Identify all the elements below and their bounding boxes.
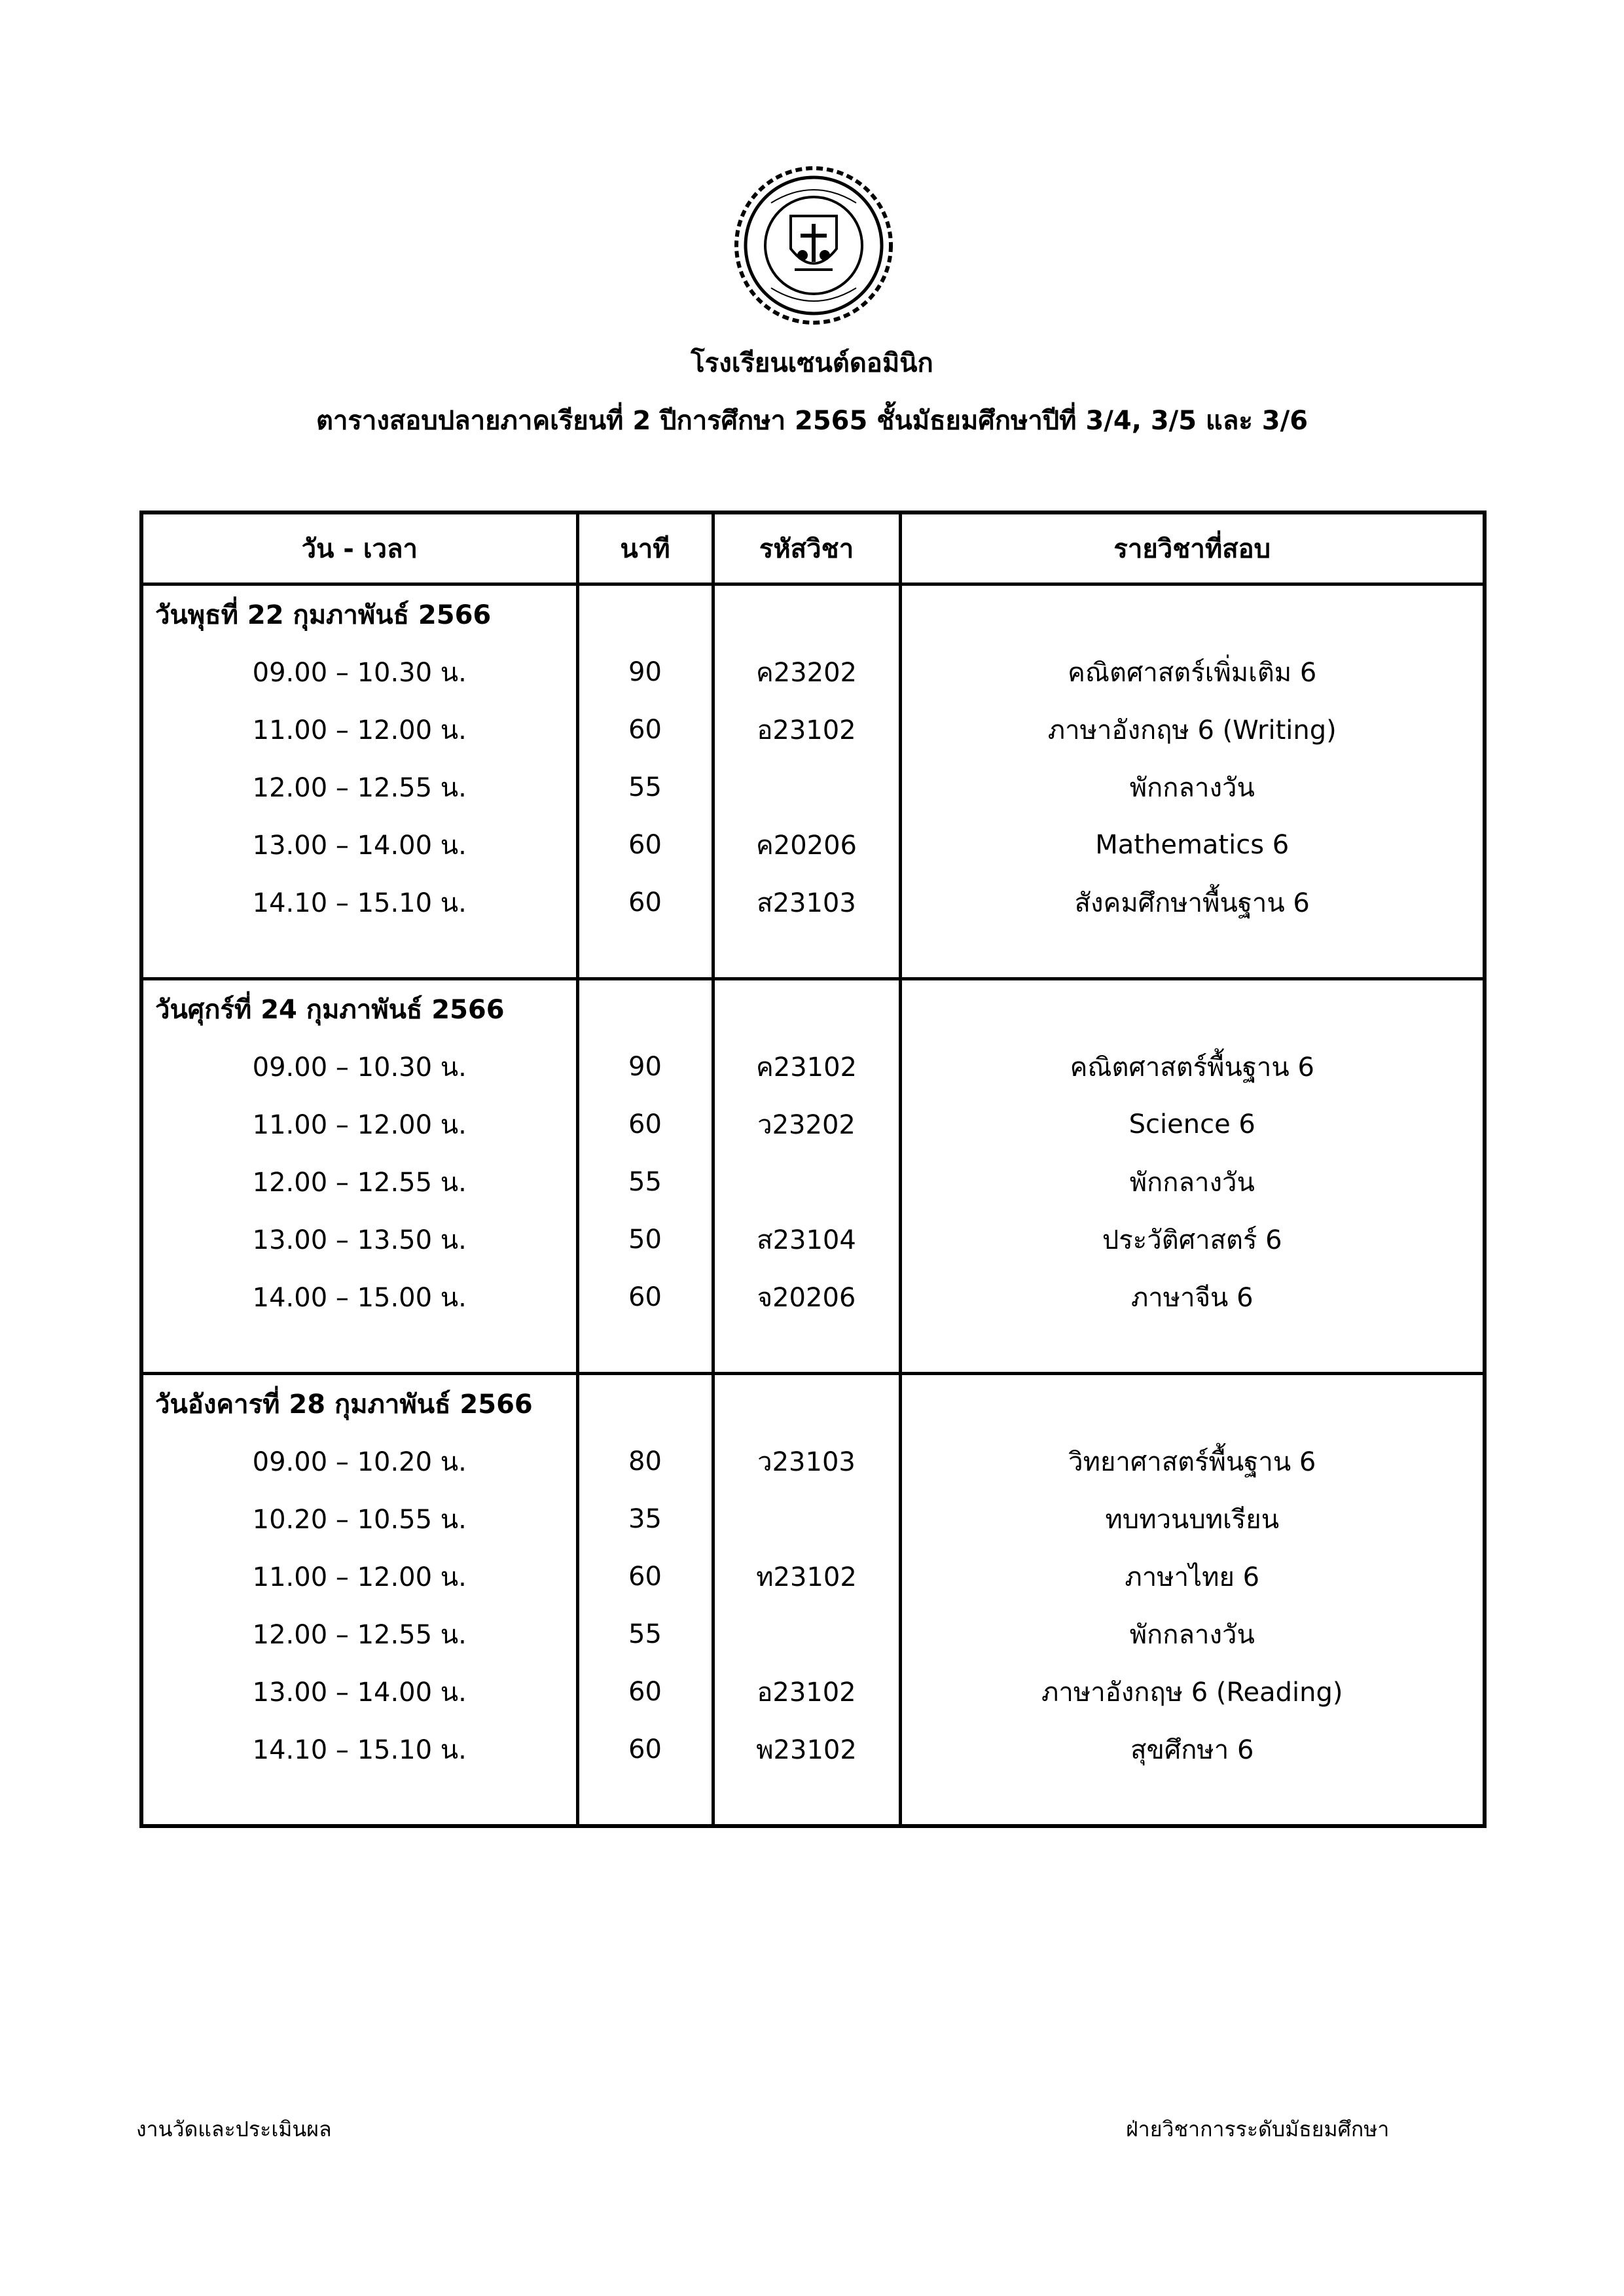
minutes-cell: 60 bbox=[577, 816, 713, 874]
empty-cell bbox=[900, 931, 1485, 979]
spacer-row bbox=[141, 1326, 1485, 1374]
subject-code-cell: พ23102 bbox=[713, 1721, 900, 1778]
empty-cell bbox=[713, 1326, 900, 1374]
subject-code-cell: จ20206 bbox=[713, 1268, 900, 1326]
empty-cell bbox=[900, 584, 1485, 644]
subject-code-cell: อ23102 bbox=[713, 1663, 900, 1721]
footer-right-label: ฝ่ายวิชาการระดับมัธยมศึกษา bbox=[1126, 2117, 1390, 2142]
empty-cell bbox=[900, 1778, 1485, 1826]
subject-code-cell: ท23102 bbox=[713, 1548, 900, 1605]
subject-name-cell: ภาษาไทย 6 bbox=[900, 1548, 1485, 1605]
minutes-cell: 35 bbox=[577, 1490, 713, 1548]
time-cell: 14.10 – 15.10 น. bbox=[141, 1721, 577, 1778]
table-row bbox=[141, 1268, 1485, 1326]
school-name: โรงเรียนเซนต์ดอมินิก bbox=[691, 348, 933, 378]
time-cell: 09.00 – 10.20 น. bbox=[141, 1433, 577, 1490]
time-cell: 14.00 – 15.00 น. bbox=[141, 1268, 577, 1326]
table-row bbox=[141, 816, 1485, 874]
subject-name-cell: คณิตศาสตร์พื้นฐาน 6 bbox=[900, 1038, 1485, 1096]
subject-name-cell: พักกลางวัน bbox=[900, 1153, 1485, 1211]
column-header-code: รหัสวิชา bbox=[713, 512, 900, 584]
subject-name-cell: วิทยาศาสตร์พื้นฐาน 6 bbox=[900, 1433, 1485, 1490]
minutes-cell: 60 bbox=[577, 874, 713, 931]
subject-name-cell: สังคมศึกษาพื้นฐาน 6 bbox=[900, 874, 1485, 931]
table-row bbox=[141, 1038, 1485, 1096]
table-row bbox=[141, 759, 1485, 816]
minutes-cell: 80 bbox=[577, 1433, 713, 1490]
minutes-cell: 60 bbox=[577, 1268, 713, 1326]
time-cell: 13.00 – 14.00 น. bbox=[141, 1663, 577, 1721]
empty-cell bbox=[713, 979, 900, 1039]
subject-code-cell: ว23103 bbox=[713, 1433, 900, 1490]
time-cell: 11.00 – 12.00 น. bbox=[141, 1548, 577, 1605]
subject-name-cell: พักกลางวัน bbox=[900, 759, 1485, 816]
subject-name-cell: Science 6 bbox=[900, 1096, 1485, 1153]
subject-code-cell: อ23102 bbox=[713, 701, 900, 759]
subject-code-cell: ค23202 bbox=[713, 643, 900, 701]
table-row bbox=[141, 1721, 1485, 1778]
empty-cell bbox=[713, 584, 900, 644]
subject-code-cell bbox=[713, 1153, 900, 1211]
subject-name-cell: คณิตศาสตร์เพิ่มเติม 6 bbox=[900, 643, 1485, 701]
column-header-minutes: นาที bbox=[577, 512, 713, 584]
spacer-row bbox=[141, 931, 1485, 979]
day-header-row bbox=[141, 1374, 1485, 1433]
minutes-cell: 90 bbox=[577, 643, 713, 701]
table-row bbox=[141, 1605, 1485, 1663]
empty-cell bbox=[577, 584, 713, 644]
minutes-cell: 60 bbox=[577, 1548, 713, 1605]
table-row bbox=[141, 1096, 1485, 1153]
table-row bbox=[141, 874, 1485, 931]
empty-cell bbox=[577, 1778, 713, 1826]
time-cell: 12.00 – 12.55 น. bbox=[141, 1605, 577, 1663]
subject-code-cell bbox=[713, 759, 900, 816]
minutes-cell: 50 bbox=[577, 1211, 713, 1268]
minutes-cell: 60 bbox=[577, 1721, 713, 1778]
empty-cell bbox=[713, 1374, 900, 1433]
table-row bbox=[141, 1490, 1485, 1548]
table-row bbox=[141, 1663, 1485, 1721]
day-header-row bbox=[141, 979, 1485, 1039]
subject-name-cell: ทบทวนบทเรียน bbox=[900, 1490, 1485, 1548]
time-cell: 12.00 – 12.55 น. bbox=[141, 759, 577, 816]
subject-name-cell: พักกลางวัน bbox=[900, 1605, 1485, 1663]
table-row bbox=[141, 1211, 1485, 1268]
time-cell: 11.00 – 12.00 น. bbox=[141, 701, 577, 759]
footer-left-label: งานวัดและประเมินผล bbox=[136, 2117, 332, 2142]
empty-cell bbox=[141, 931, 577, 979]
exam-schedule-table bbox=[139, 511, 1487, 1828]
exam-title: ตารางสอบปลายภาคเรียนที่ 2 ปีการศึกษา 2565 ชั้นมัธยมศึกษาปีที่ 3/4, 3/5 และ 3/6 bbox=[316, 406, 1308, 436]
schedule-body bbox=[141, 584, 1485, 1827]
minutes-cell: 60 bbox=[577, 1096, 713, 1153]
subject-name-cell: ภาษาจีน 6 bbox=[900, 1268, 1485, 1326]
minutes-cell: 55 bbox=[577, 759, 713, 816]
subject-code-cell: ค20206 bbox=[713, 816, 900, 874]
subject-code-cell: ว23202 bbox=[713, 1096, 900, 1153]
table-row bbox=[141, 701, 1485, 759]
empty-cell bbox=[577, 1326, 713, 1374]
subject-name-cell: Mathematics 6 bbox=[900, 816, 1485, 874]
time-cell: 13.00 – 13.50 น. bbox=[141, 1211, 577, 1268]
table-row bbox=[141, 1153, 1485, 1211]
empty-cell bbox=[141, 1326, 577, 1374]
exam-date: วันอังคารที่ 28 กุมภาพันธ์ 2566 bbox=[141, 1374, 577, 1433]
minutes-cell: 90 bbox=[577, 1038, 713, 1096]
table-row bbox=[141, 643, 1485, 701]
subject-code-cell: ค23102 bbox=[713, 1038, 900, 1096]
empty-cell bbox=[713, 1778, 900, 1826]
subject-code-cell bbox=[713, 1605, 900, 1663]
empty-cell bbox=[900, 1374, 1485, 1433]
exam-date: วันพุธที่ 22 กุมภาพันธ์ 2566 bbox=[141, 584, 577, 644]
minutes-cell: 60 bbox=[577, 1663, 713, 1721]
table-header-row bbox=[141, 512, 1485, 584]
subject-name-cell: สุขศึกษา 6 bbox=[900, 1721, 1485, 1778]
minutes-cell: 55 bbox=[577, 1153, 713, 1211]
subject-code-cell: ส23103 bbox=[713, 874, 900, 931]
minutes-cell: 55 bbox=[577, 1605, 713, 1663]
school-seal-logo bbox=[732, 164, 895, 327]
time-cell: 14.10 – 15.10 น. bbox=[141, 874, 577, 931]
empty-cell bbox=[577, 979, 713, 1039]
subject-code-cell: ส23104 bbox=[713, 1211, 900, 1268]
empty-cell bbox=[900, 979, 1485, 1039]
time-cell: 10.20 – 10.55 น. bbox=[141, 1490, 577, 1548]
subject-name-cell: ภาษาอังกฤษ 6 (Writing) bbox=[900, 701, 1485, 759]
exam-date: วันศุกร์ที่ 24 กุมภาพันธ์ 2566 bbox=[141, 979, 577, 1039]
table-row bbox=[141, 1433, 1485, 1490]
time-cell: 09.00 – 10.30 น. bbox=[141, 1038, 577, 1096]
time-cell: 12.00 – 12.55 น. bbox=[141, 1153, 577, 1211]
empty-cell bbox=[900, 1326, 1485, 1374]
empty-cell bbox=[713, 931, 900, 979]
minutes-cell: 60 bbox=[577, 701, 713, 759]
day-header-row bbox=[141, 584, 1485, 644]
column-header-time: วัน - เวลา bbox=[141, 512, 577, 584]
time-cell: 09.00 – 10.30 น. bbox=[141, 643, 577, 701]
time-cell: 13.00 – 14.00 น. bbox=[141, 816, 577, 874]
time-cell: 11.00 – 12.00 น. bbox=[141, 1096, 577, 1153]
empty-cell bbox=[577, 931, 713, 979]
empty-cell bbox=[141, 1778, 577, 1826]
subject-name-cell: ประวัติศาสตร์ 6 bbox=[900, 1211, 1485, 1268]
table-row bbox=[141, 1548, 1485, 1605]
column-header-subject: รายวิชาที่สอบ bbox=[900, 512, 1485, 584]
spacer-row bbox=[141, 1778, 1485, 1826]
empty-cell bbox=[577, 1374, 713, 1433]
subject-code-cell bbox=[713, 1490, 900, 1548]
subject-name-cell: ภาษาอังกฤษ 6 (Reading) bbox=[900, 1663, 1485, 1721]
